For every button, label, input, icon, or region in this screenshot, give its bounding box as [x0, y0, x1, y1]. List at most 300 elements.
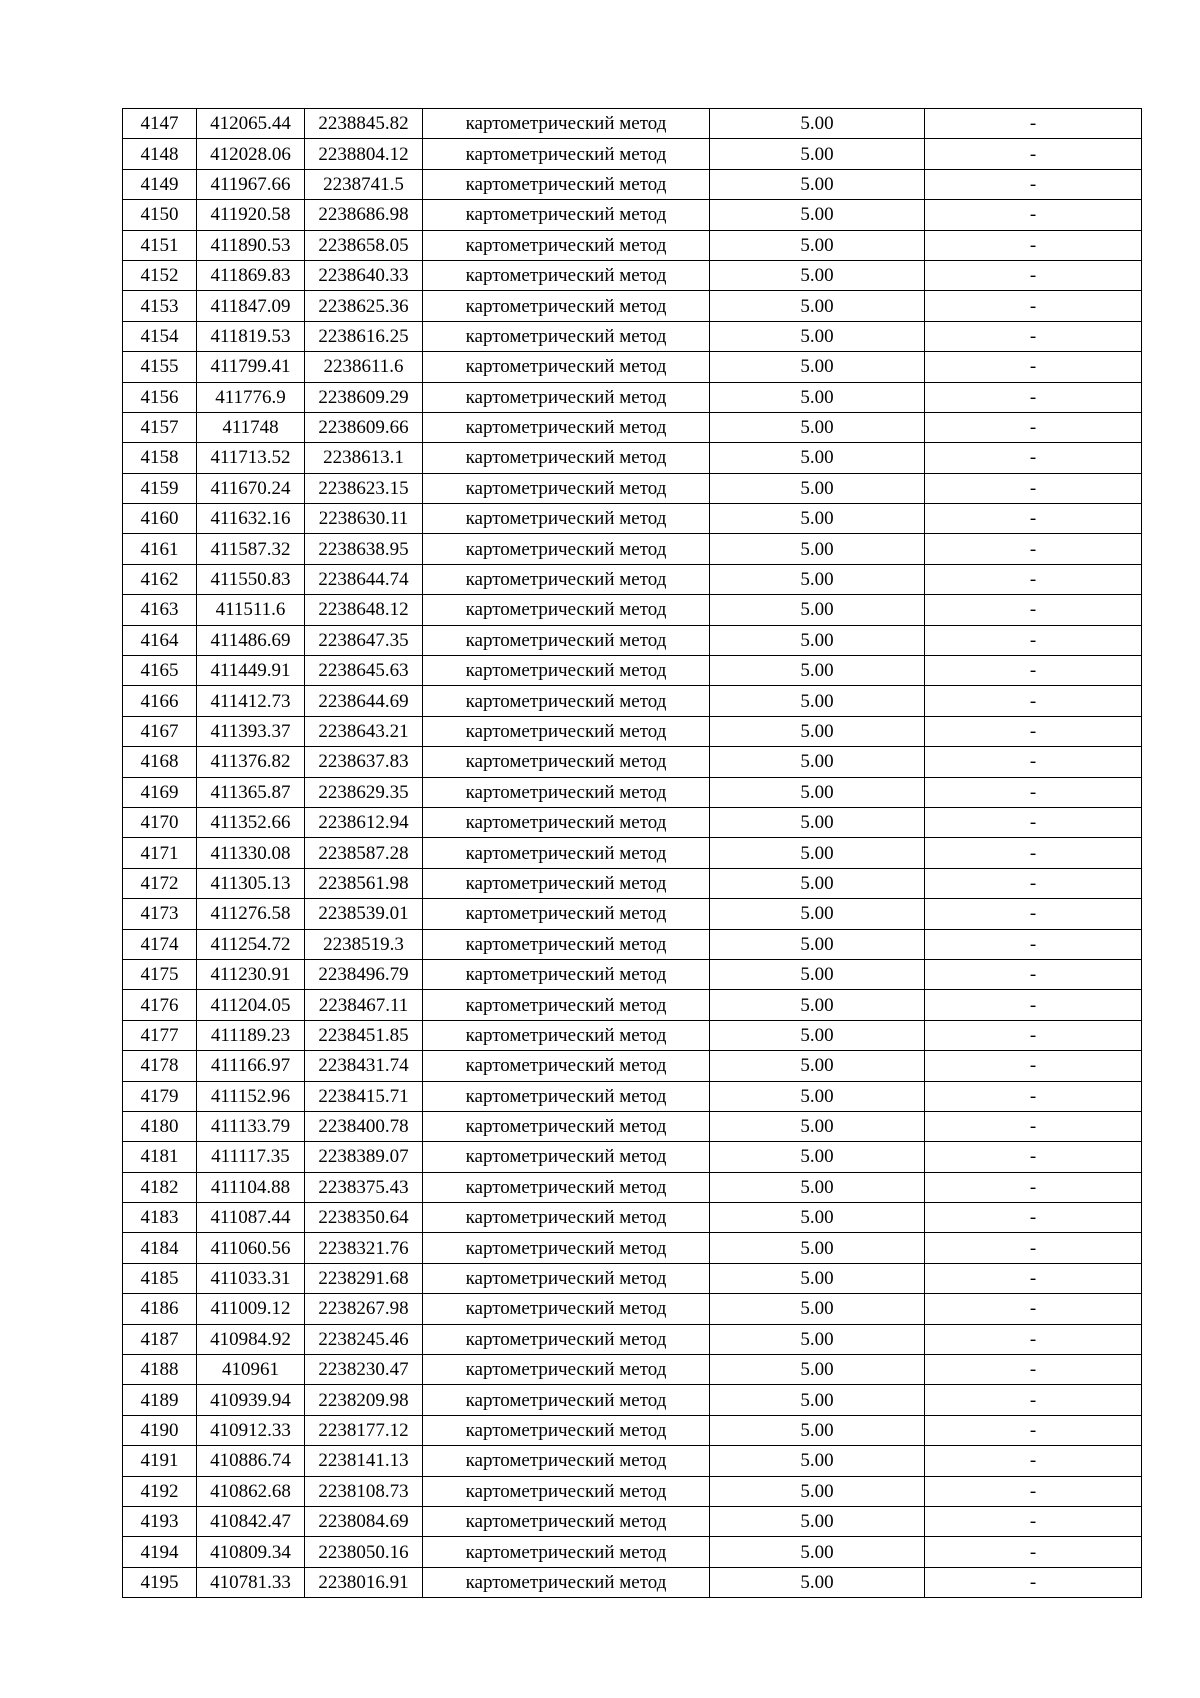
x-coordinate-cell: 411393.37 — [197, 716, 305, 746]
x-coordinate-cell: 411330.08 — [197, 838, 305, 868]
description-cell: - — [925, 504, 1142, 534]
method-cell: картометрический метод — [423, 169, 710, 199]
method-cell: картометрический метод — [423, 1476, 710, 1506]
point-number-cell: 4189 — [123, 1385, 197, 1415]
point-number-cell: 4148 — [123, 139, 197, 169]
method-cell: картометрический метод — [423, 1111, 710, 1141]
table-row — [123, 291, 1142, 321]
y-coordinate-cell: 2238625.36 — [305, 291, 423, 321]
description-cell: - — [925, 595, 1142, 625]
table-row — [123, 595, 1142, 625]
x-coordinate-cell: 410912.33 — [197, 1415, 305, 1445]
description-cell: - — [925, 291, 1142, 321]
point-number-cell: 4190 — [123, 1415, 197, 1445]
x-coordinate-cell: 412065.44 — [197, 109, 305, 139]
y-coordinate-cell: 2238647.35 — [305, 625, 423, 655]
table-row — [123, 564, 1142, 594]
point-number-cell: 4157 — [123, 412, 197, 442]
description-cell: - — [925, 382, 1142, 412]
y-coordinate-cell: 2238658.05 — [305, 230, 423, 260]
description-cell: - — [925, 990, 1142, 1020]
point-number-cell: 4177 — [123, 1020, 197, 1050]
description-cell: - — [925, 1111, 1142, 1141]
accuracy-cell: 5.00 — [710, 899, 925, 929]
table-row — [123, 1020, 1142, 1050]
y-coordinate-cell: 2238638.95 — [305, 534, 423, 564]
y-coordinate-cell: 2238230.47 — [305, 1355, 423, 1385]
description-cell: - — [925, 564, 1142, 594]
description-cell: - — [925, 777, 1142, 807]
accuracy-cell: 5.00 — [710, 352, 925, 382]
table-row — [123, 1324, 1142, 1354]
y-coordinate-cell: 2238609.29 — [305, 382, 423, 412]
method-cell: картометрический метод — [423, 1385, 710, 1415]
method-cell: картометрический метод — [423, 291, 710, 321]
accuracy-cell: 5.00 — [710, 260, 925, 290]
point-number-cell: 4173 — [123, 899, 197, 929]
accuracy-cell: 5.00 — [710, 291, 925, 321]
table-row — [123, 1506, 1142, 1536]
y-coordinate-cell: 2238612.94 — [305, 807, 423, 837]
table-row — [123, 1142, 1142, 1172]
point-number-cell: 4183 — [123, 1203, 197, 1233]
method-cell: картометрический метод — [423, 1415, 710, 1445]
accuracy-cell: 5.00 — [710, 321, 925, 351]
method-cell: картометрический метод — [423, 504, 710, 534]
x-coordinate-cell: 411799.41 — [197, 352, 305, 382]
method-cell: картометрический метод — [423, 1203, 710, 1233]
accuracy-cell: 5.00 — [710, 1446, 925, 1476]
y-coordinate-cell: 2238084.69 — [305, 1506, 423, 1536]
y-coordinate-cell: 2238245.46 — [305, 1324, 423, 1354]
x-coordinate-cell: 411713.52 — [197, 443, 305, 473]
point-number-cell: 4165 — [123, 656, 197, 686]
accuracy-cell: 5.00 — [710, 412, 925, 442]
accuracy-cell: 5.00 — [710, 868, 925, 898]
point-number-cell: 4166 — [123, 686, 197, 716]
accuracy-cell: 5.00 — [710, 1142, 925, 1172]
accuracy-cell: 5.00 — [710, 1385, 925, 1415]
accuracy-cell: 5.00 — [710, 1263, 925, 1293]
accuracy-cell: 5.00 — [710, 1020, 925, 1050]
accuracy-cell: 5.00 — [710, 504, 925, 534]
method-cell: картометрический метод — [423, 473, 710, 503]
x-coordinate-cell: 411087.44 — [197, 1203, 305, 1233]
x-coordinate-cell: 411550.83 — [197, 564, 305, 594]
accuracy-cell: 5.00 — [710, 807, 925, 837]
description-cell: - — [925, 139, 1142, 169]
x-coordinate-cell: 411587.32 — [197, 534, 305, 564]
table-row — [123, 230, 1142, 260]
point-number-cell: 4152 — [123, 260, 197, 290]
point-number-cell: 4185 — [123, 1263, 197, 1293]
y-coordinate-cell: 2238640.33 — [305, 260, 423, 290]
method-cell: картометрический метод — [423, 990, 710, 1020]
description-cell: - — [925, 1203, 1142, 1233]
accuracy-cell: 5.00 — [710, 1051, 925, 1081]
x-coordinate-cell: 411133.79 — [197, 1111, 305, 1141]
description-cell: - — [925, 807, 1142, 837]
table-row — [123, 352, 1142, 382]
y-coordinate-cell: 2238561.98 — [305, 868, 423, 898]
x-coordinate-cell: 411819.53 — [197, 321, 305, 351]
x-coordinate-cell: 411365.87 — [197, 777, 305, 807]
description-cell: - — [925, 412, 1142, 442]
table-row — [123, 959, 1142, 989]
table-row — [123, 1203, 1142, 1233]
accuracy-cell: 5.00 — [710, 1476, 925, 1506]
description-cell: - — [925, 169, 1142, 199]
description-cell: - — [925, 1294, 1142, 1324]
x-coordinate-cell: 411276.58 — [197, 899, 305, 929]
method-cell: картометрический метод — [423, 838, 710, 868]
y-coordinate-cell: 2238648.12 — [305, 595, 423, 625]
point-number-cell: 4147 — [123, 109, 197, 139]
method-cell: картометрический метод — [423, 777, 710, 807]
method-cell: картометрический метод — [423, 929, 710, 959]
method-cell: картометрический метод — [423, 412, 710, 442]
point-number-cell: 4195 — [123, 1567, 197, 1597]
x-coordinate-cell: 411204.05 — [197, 990, 305, 1020]
table-row — [123, 1355, 1142, 1385]
y-coordinate-cell: 2238644.74 — [305, 564, 423, 594]
accuracy-cell: 5.00 — [710, 1203, 925, 1233]
point-number-cell: 4151 — [123, 230, 197, 260]
point-number-cell: 4193 — [123, 1506, 197, 1536]
y-coordinate-cell: 2238267.98 — [305, 1294, 423, 1324]
description-cell: - — [925, 321, 1142, 351]
accuracy-cell: 5.00 — [710, 1111, 925, 1141]
method-cell: картометрический метод — [423, 1537, 710, 1567]
y-coordinate-cell: 2238350.64 — [305, 1203, 423, 1233]
x-coordinate-cell: 410842.47 — [197, 1506, 305, 1536]
y-coordinate-cell: 2238496.79 — [305, 959, 423, 989]
method-cell: картометрический метод — [423, 200, 710, 230]
accuracy-cell: 5.00 — [710, 230, 925, 260]
method-cell: картометрический метод — [423, 1263, 710, 1293]
x-coordinate-cell: 411890.53 — [197, 230, 305, 260]
y-coordinate-cell: 2238643.21 — [305, 716, 423, 746]
y-coordinate-cell: 2238609.66 — [305, 412, 423, 442]
table-row — [123, 1446, 1142, 1476]
x-coordinate-cell: 411748 — [197, 412, 305, 442]
table-row — [123, 807, 1142, 837]
y-coordinate-cell: 2238587.28 — [305, 838, 423, 868]
method-cell: картометрический метод — [423, 1051, 710, 1081]
point-number-cell: 4161 — [123, 534, 197, 564]
table-row — [123, 656, 1142, 686]
accuracy-cell: 5.00 — [710, 1567, 925, 1597]
accuracy-cell: 5.00 — [710, 1355, 925, 1385]
table-row — [123, 838, 1142, 868]
method-cell: картометрический метод — [423, 1172, 710, 1202]
table-row — [123, 412, 1142, 442]
y-coordinate-cell: 2238050.16 — [305, 1537, 423, 1567]
x-coordinate-cell: 411189.23 — [197, 1020, 305, 1050]
accuracy-cell: 5.00 — [710, 990, 925, 1020]
y-coordinate-cell: 2238389.07 — [305, 1142, 423, 1172]
y-coordinate-cell: 2238431.74 — [305, 1051, 423, 1081]
accuracy-cell: 5.00 — [710, 1415, 925, 1445]
table-row — [123, 625, 1142, 655]
table-row — [123, 473, 1142, 503]
y-coordinate-cell: 2238686.98 — [305, 200, 423, 230]
point-number-cell: 4179 — [123, 1081, 197, 1111]
x-coordinate-cell: 411486.69 — [197, 625, 305, 655]
x-coordinate-cell: 410939.94 — [197, 1385, 305, 1415]
point-number-cell: 4192 — [123, 1476, 197, 1506]
method-cell: картометрический метод — [423, 230, 710, 260]
method-cell: картометрический метод — [423, 1233, 710, 1263]
accuracy-cell: 5.00 — [710, 1172, 925, 1202]
point-number-cell: 4175 — [123, 959, 197, 989]
description-cell: - — [925, 868, 1142, 898]
y-coordinate-cell: 2238016.91 — [305, 1567, 423, 1597]
description-cell: - — [925, 1567, 1142, 1597]
point-number-cell: 4154 — [123, 321, 197, 351]
description-cell: - — [925, 443, 1142, 473]
table-row — [123, 747, 1142, 777]
table-row — [123, 200, 1142, 230]
accuracy-cell: 5.00 — [710, 929, 925, 959]
x-coordinate-cell: 411117.35 — [197, 1142, 305, 1172]
point-number-cell: 4194 — [123, 1537, 197, 1567]
description-cell: - — [925, 929, 1142, 959]
method-cell: картометрический метод — [423, 260, 710, 290]
y-coordinate-cell: 2238611.6 — [305, 352, 423, 382]
accuracy-cell: 5.00 — [710, 716, 925, 746]
description-cell: - — [925, 716, 1142, 746]
point-number-cell: 4176 — [123, 990, 197, 1020]
y-coordinate-cell: 2238629.35 — [305, 777, 423, 807]
method-cell: картометрический метод — [423, 1506, 710, 1536]
description-cell: - — [925, 625, 1142, 655]
description-cell: - — [925, 1476, 1142, 1506]
point-number-cell: 4174 — [123, 929, 197, 959]
table-row — [123, 260, 1142, 290]
x-coordinate-cell: 411967.66 — [197, 169, 305, 199]
point-number-cell: 4188 — [123, 1355, 197, 1385]
method-cell: картометрический метод — [423, 959, 710, 989]
y-coordinate-cell: 2238321.76 — [305, 1233, 423, 1263]
method-cell: картометрический метод — [423, 443, 710, 473]
description-cell: - — [925, 260, 1142, 290]
x-coordinate-cell: 411670.24 — [197, 473, 305, 503]
x-coordinate-cell: 411632.16 — [197, 504, 305, 534]
table-row — [123, 716, 1142, 746]
y-coordinate-cell: 2238539.01 — [305, 899, 423, 929]
table-row — [123, 109, 1142, 139]
description-cell: - — [925, 230, 1142, 260]
y-coordinate-cell: 2238637.83 — [305, 747, 423, 777]
accuracy-cell: 5.00 — [710, 959, 925, 989]
method-cell: картометрический метод — [423, 868, 710, 898]
description-cell: - — [925, 1355, 1142, 1385]
description-cell: - — [925, 747, 1142, 777]
accuracy-cell: 5.00 — [710, 1294, 925, 1324]
accuracy-cell: 5.00 — [710, 777, 925, 807]
table-row — [123, 382, 1142, 412]
description-cell: - — [925, 1172, 1142, 1202]
description-cell: - — [925, 1506, 1142, 1536]
x-coordinate-cell: 411847.09 — [197, 291, 305, 321]
point-number-cell: 4150 — [123, 200, 197, 230]
table-row — [123, 777, 1142, 807]
table-row — [123, 1233, 1142, 1263]
accuracy-cell: 5.00 — [710, 1324, 925, 1354]
method-cell: картометрический метод — [423, 1446, 710, 1476]
table-row — [123, 1567, 1142, 1597]
x-coordinate-cell: 411230.91 — [197, 959, 305, 989]
description-cell: - — [925, 534, 1142, 564]
description-cell: - — [925, 656, 1142, 686]
description-cell: - — [925, 109, 1142, 139]
method-cell: картометрический метод — [423, 352, 710, 382]
table-row — [123, 139, 1142, 169]
point-number-cell: 4153 — [123, 291, 197, 321]
point-number-cell: 4169 — [123, 777, 197, 807]
method-cell: картометрический метод — [423, 1567, 710, 1597]
method-cell: картометрический метод — [423, 625, 710, 655]
point-number-cell: 4186 — [123, 1294, 197, 1324]
method-cell: картометрический метод — [423, 716, 710, 746]
table-row — [123, 1537, 1142, 1567]
method-cell: картометрический метод — [423, 382, 710, 412]
y-coordinate-cell: 2238644.69 — [305, 686, 423, 716]
coordinates-table — [122, 108, 1142, 1598]
table-row — [123, 1051, 1142, 1081]
point-number-cell: 4149 — [123, 169, 197, 199]
description-cell: - — [925, 899, 1142, 929]
description-cell: - — [925, 200, 1142, 230]
accuracy-cell: 5.00 — [710, 109, 925, 139]
y-coordinate-cell: 2238613.1 — [305, 443, 423, 473]
method-cell: картометрический метод — [423, 1294, 710, 1324]
y-coordinate-cell: 2238141.13 — [305, 1446, 423, 1476]
method-cell: картометрический метод — [423, 321, 710, 351]
x-coordinate-cell: 411305.13 — [197, 868, 305, 898]
description-cell: - — [925, 1233, 1142, 1263]
accuracy-cell: 5.00 — [710, 473, 925, 503]
point-number-cell: 4159 — [123, 473, 197, 503]
method-cell: картометрический метод — [423, 686, 710, 716]
y-coordinate-cell: 2238451.85 — [305, 1020, 423, 1050]
table-row — [123, 899, 1142, 929]
description-cell: - — [925, 352, 1142, 382]
method-cell: картометрический метод — [423, 564, 710, 594]
point-number-cell: 4158 — [123, 443, 197, 473]
accuracy-cell: 5.00 — [710, 169, 925, 199]
table-row — [123, 534, 1142, 564]
x-coordinate-cell: 411060.56 — [197, 1233, 305, 1263]
method-cell: картометрический метод — [423, 534, 710, 564]
description-cell: - — [925, 686, 1142, 716]
point-number-cell: 4156 — [123, 382, 197, 412]
point-number-cell: 4163 — [123, 595, 197, 625]
description-cell: - — [925, 1415, 1142, 1445]
method-cell: картометрический метод — [423, 1324, 710, 1354]
point-number-cell: 4187 — [123, 1324, 197, 1354]
y-coordinate-cell: 2238630.11 — [305, 504, 423, 534]
x-coordinate-cell: 411009.12 — [197, 1294, 305, 1324]
accuracy-cell: 5.00 — [710, 200, 925, 230]
accuracy-cell: 5.00 — [710, 139, 925, 169]
method-cell: картометрический метод — [423, 747, 710, 777]
y-coordinate-cell: 2238467.11 — [305, 990, 423, 1020]
y-coordinate-cell: 2238209.98 — [305, 1385, 423, 1415]
table-row — [123, 443, 1142, 473]
point-number-cell: 4160 — [123, 504, 197, 534]
point-number-cell: 4171 — [123, 838, 197, 868]
x-coordinate-cell: 410809.34 — [197, 1537, 305, 1567]
x-coordinate-cell: 410781.33 — [197, 1567, 305, 1597]
description-cell: - — [925, 959, 1142, 989]
y-coordinate-cell: 2238741.5 — [305, 169, 423, 199]
y-coordinate-cell: 2238623.15 — [305, 473, 423, 503]
table-row — [123, 1385, 1142, 1415]
point-number-cell: 4184 — [123, 1233, 197, 1263]
table-row — [123, 1172, 1142, 1202]
x-coordinate-cell: 411033.31 — [197, 1263, 305, 1293]
x-coordinate-cell: 411869.83 — [197, 260, 305, 290]
description-cell: - — [925, 1020, 1142, 1050]
table-row — [123, 1294, 1142, 1324]
method-cell: картометрический метод — [423, 899, 710, 929]
table-row — [123, 1415, 1142, 1445]
description-cell: - — [925, 1385, 1142, 1415]
accuracy-cell: 5.00 — [710, 838, 925, 868]
table-row — [123, 169, 1142, 199]
accuracy-cell: 5.00 — [710, 625, 925, 655]
y-coordinate-cell: 2238108.73 — [305, 1476, 423, 1506]
description-cell: - — [925, 838, 1142, 868]
y-coordinate-cell: 2238415.71 — [305, 1081, 423, 1111]
table-row — [123, 929, 1142, 959]
method-cell: картометрический метод — [423, 109, 710, 139]
accuracy-cell: 5.00 — [710, 686, 925, 716]
accuracy-cell: 5.00 — [710, 1506, 925, 1536]
table-row — [123, 868, 1142, 898]
method-cell: картометрический метод — [423, 1081, 710, 1111]
x-coordinate-cell: 410862.68 — [197, 1476, 305, 1506]
accuracy-cell: 5.00 — [710, 534, 925, 564]
method-cell: картометрический метод — [423, 595, 710, 625]
x-coordinate-cell: 412028.06 — [197, 139, 305, 169]
point-number-cell: 4178 — [123, 1051, 197, 1081]
point-number-cell: 4170 — [123, 807, 197, 837]
accuracy-cell: 5.00 — [710, 747, 925, 777]
table-row — [123, 321, 1142, 351]
accuracy-cell: 5.00 — [710, 382, 925, 412]
y-coordinate-cell: 2238845.82 — [305, 109, 423, 139]
description-cell: - — [925, 1537, 1142, 1567]
y-coordinate-cell: 2238616.25 — [305, 321, 423, 351]
table-row — [123, 1263, 1142, 1293]
point-number-cell: 4181 — [123, 1142, 197, 1172]
x-coordinate-cell: 411152.96 — [197, 1081, 305, 1111]
x-coordinate-cell: 411254.72 — [197, 929, 305, 959]
point-number-cell: 4180 — [123, 1111, 197, 1141]
description-cell: - — [925, 1263, 1142, 1293]
y-coordinate-cell: 2238519.3 — [305, 929, 423, 959]
description-cell: - — [925, 1051, 1142, 1081]
x-coordinate-cell: 411412.73 — [197, 686, 305, 716]
table-row — [123, 1476, 1142, 1506]
x-coordinate-cell: 411511.6 — [197, 595, 305, 625]
method-cell: картометрический метод — [423, 1355, 710, 1385]
table-row — [123, 1081, 1142, 1111]
description-cell: - — [925, 1446, 1142, 1476]
